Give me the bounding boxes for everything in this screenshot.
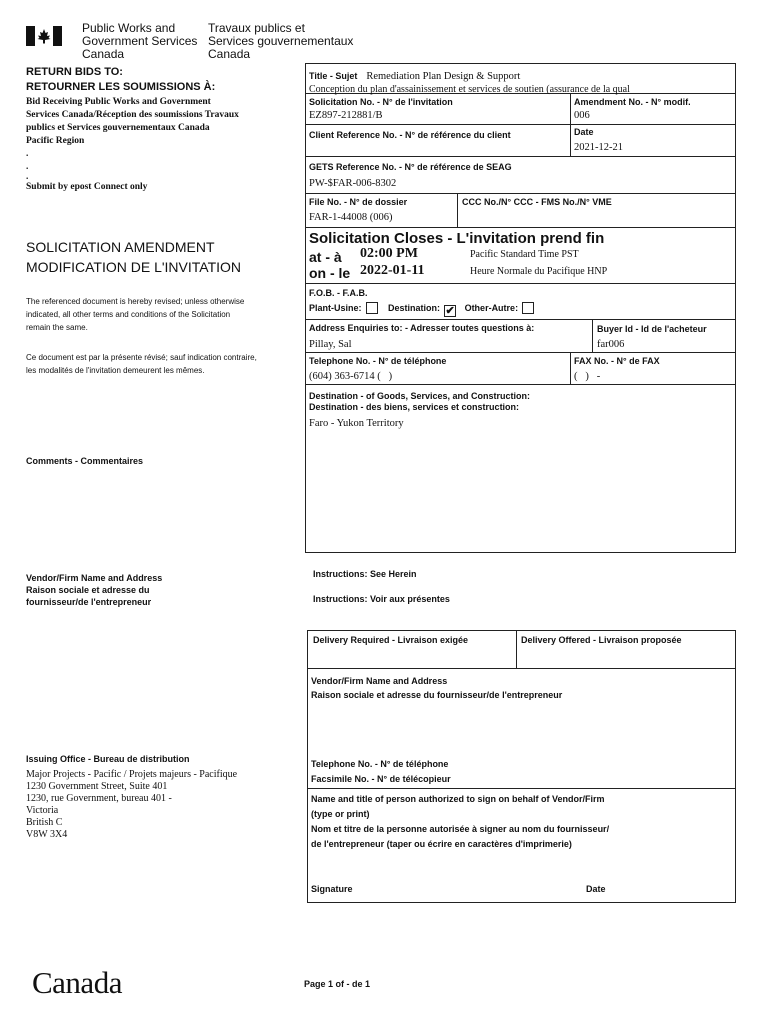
plant-label: Plant-Usine:: [309, 303, 362, 313]
delivery-required-label: Delivery Required - Livraison exigée: [313, 635, 469, 645]
address-enquiries-value: Pillay, Sal: [309, 339, 352, 350]
page-number: Page 1 of - de 1: [304, 979, 371, 989]
title-field: [309, 66, 733, 96]
vendor-facsimile-label: Facsimile No. - N° de télécopieur: [311, 774, 451, 784]
gets-reference-label: GETS Reference No. - N° de référence de SEAG: [309, 162, 512, 172]
solicitation-no-value: EZ897-212881/B: [309, 110, 383, 121]
other-label: Other-Autre:: [464, 303, 519, 313]
revision-notice-fr: Ce document est par la présente révisé; sauf indication contraire, les modalités de l'invitation demeurent les mêmes.: [26, 353, 257, 375]
comments-label: Comments - Commentaires: [26, 456, 144, 466]
destination-label: Destination:: [388, 303, 441, 313]
at-label: at - à: [309, 249, 342, 265]
buyer-id-label: Buyer Id - Id de l'acheteur: [597, 324, 707, 334]
destination-goods-value: Faro - Yukon Territory: [309, 418, 404, 429]
return-bids-heading: RETURN BIDS TO: RETOURNER LES SOUMISSIONS À:: [26, 66, 216, 93]
destination-checkbox[interactable]: ✔: [445, 305, 455, 317]
ccc-no-label: CCC No./N° CCC - FMS No./N° VME: [462, 197, 612, 207]
date-label: Date: [574, 127, 594, 137]
issuing-office-address: Major Projects - Pacific / Projets majeurs - Pacifique 1230 Government Street, Suite 401 1230, rue Government, bureau 401 - Victoria British C V8W 3X4: [26, 769, 238, 840]
department-name-fr: Travaux publics et Services gouvernementaux Canada: [208, 21, 354, 61]
address-enquiries-label: Address Enquiries to: - Adresser toutes questions à:: [309, 323, 535, 333]
timezone-en: Pacific Standard Time PST: [470, 249, 579, 260]
title-value: Remediation Plan Design & Support: [366, 71, 521, 82]
fax-value: ( ) -: [574, 371, 601, 382]
telephone-label: Telephone No. - N° de téléphone: [309, 356, 447, 366]
date-value: 2021-12-21: [574, 142, 623, 153]
closing-date-value: 2022-01-11: [360, 263, 425, 278]
file-no-value: FAR-1-44008 (006): [309, 212, 393, 223]
instructions-fr: Instructions: Voir aux présentes: [313, 594, 450, 604]
canada-wordmark: Canada: [32, 965, 122, 1000]
destination-goods-label: Destination - of Goods, Services, and Construction: Destination - des biens, services et construction:: [309, 391, 531, 412]
revision-notice-en: The referenced document is hereby revised; unless otherwise indicated, all other terms and conditions of the Solicitation remain the same.: [26, 297, 245, 332]
plant-checkbox[interactable]: [366, 302, 378, 314]
signature-date-label: Date: [586, 884, 606, 894]
department-name-en: Public Works and Government Services Canada: [82, 21, 198, 61]
gets-reference-value: PW-$FAR-006-8302: [309, 178, 397, 189]
delivery-offered-label: Delivery Offered - Livraison proposée: [521, 635, 682, 645]
closing-time-value: 02:00 PM: [360, 246, 418, 261]
bid-receiving-address: Bid Receiving Public Works and Government Services Canada/Réception des soumissions Travaux publics et Services gouvernementaux Canada Pacific Region . . . Submit by epost Connect only: [26, 97, 239, 192]
solicitation-no-label: Solicitation No. - N° de l'invitation: [309, 97, 453, 107]
amendment-no-label: Amendment No. - N° modif.: [574, 97, 691, 107]
vendor-telephone-label: Telephone No. - N° de téléphone: [311, 759, 449, 769]
issuing-office-label: Issuing Office - Bureau de distribution: [26, 754, 190, 764]
title-label: Title - Sujet: [309, 71, 358, 81]
other-checkbox[interactable]: [522, 302, 534, 314]
fax-label: FAX No. - N° de FAX: [574, 356, 660, 366]
vendor-firm-label: Vendor/Firm Name and Address Raison sociale et adresse du fournisseur/de l'entrepreneur: [26, 573, 163, 607]
amendment-title: SOLICITATION AMENDMENT MODIFICATION DE L'INVITATION: [26, 239, 242, 275]
fob-label: F.O.B. - F.A.B.: [309, 288, 368, 298]
on-label: on - le: [309, 265, 351, 281]
file-no-label: File No. - N° de dossier: [309, 197, 408, 207]
amendment-no-value: 006: [574, 110, 590, 121]
canada-flag-icon: [26, 26, 62, 46]
solicitation-closes-label: Solicitation Closes - L'invitation prend fin: [309, 230, 605, 247]
fob-options: [309, 302, 540, 317]
timezone-fr: Heure Normale du Pacifique HNP: [470, 266, 608, 277]
signature-label: Signature: [311, 884, 353, 894]
telephone-value: (604) 363-6714 ( ): [309, 371, 393, 382]
title-value-fr: Conception du plan d'assainissement et services de soutien (assurance de la qual: [309, 84, 630, 95]
vendor-name-address-label: Vendor/Firm Name and Address Raison sociale et adresse du fournisseur/de l'entrepreneur: [311, 676, 563, 700]
buyer-id-value: far006: [597, 339, 625, 350]
instructions-en: Instructions: See Herein: [313, 569, 417, 579]
client-reference-label: Client Reference No. - N° de référence du client: [309, 130, 511, 140]
authorized-person-label: Name and title of person authorized to sign on behalf of Vendor/Firm (type or print) Nom et titre de la personne autorisée à signer au nom du fournisseur/ de l'entrepreneur (taper ou écrire en caractères d'imprimerie): [311, 794, 610, 849]
